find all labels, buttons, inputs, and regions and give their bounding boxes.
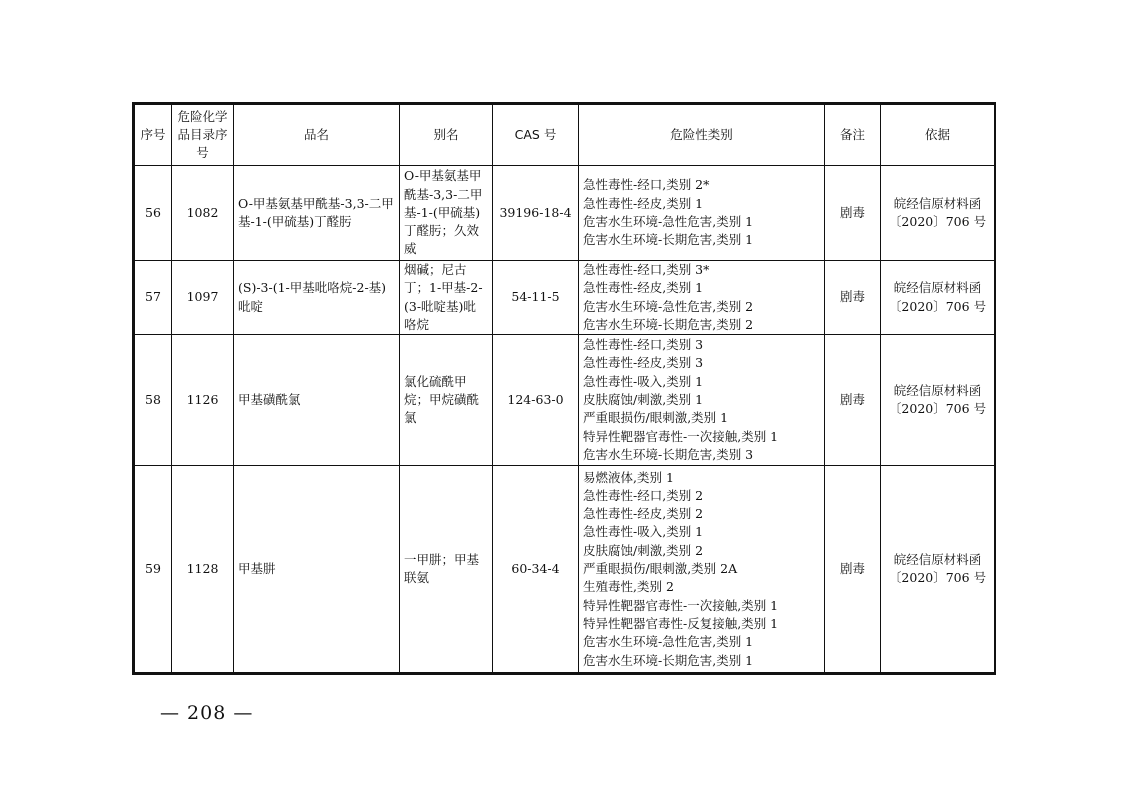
header-catalog-no: 危险化学品目录序号 <box>172 105 234 166</box>
cell-basis: 皖经信原材料函〔2020〕706 号 <box>881 335 995 466</box>
cell-name: (S)-3-(1-甲基吡咯烷-2-基)吡啶 <box>234 261 400 335</box>
hazard-item: 易燃液体,类别 1 <box>583 469 674 485</box>
header-cas: CAS 号 <box>493 105 579 166</box>
cell-alias: 氯化硫酰甲烷；甲烷磺酰氯 <box>400 335 493 466</box>
hazard-item: 危害水生环境-急性危害,类别 1 <box>583 634 754 650</box>
hazard-item: 急性毒性-吸入,类别 1 <box>583 373 704 389</box>
header-hazard: 危险性类别 <box>579 105 825 166</box>
hazard-item: 急性毒性-吸入,类别 1 <box>583 524 704 540</box>
cell-hazard <box>579 261 825 335</box>
hazard-item: 急性毒性-经口,类别 2 <box>583 487 704 503</box>
cell-cas: 54-11-5 <box>493 261 579 335</box>
hazard-item: 特异性靶器官毒性-一次接触,类别 1 <box>583 428 779 444</box>
cell-seq: 59 <box>135 466 172 673</box>
table-row <box>135 261 995 335</box>
hazard-item: 特异性靶器官毒性-一次接触,类别 1 <box>583 597 779 613</box>
cell-remark: 剧毒 <box>825 466 881 673</box>
cell-hazard <box>579 466 825 673</box>
hazard-item: 急性毒性-经口,类别 3 <box>583 337 704 353</box>
hazard-item: 皮肤腐蚀/刺激,类别 1 <box>583 392 704 408</box>
hazard-item: 急性毒性-经皮,类别 3 <box>583 355 704 371</box>
hazard-item: 危害水生环境-长期危害,类别 1 <box>583 232 754 248</box>
header-remark: 备注 <box>825 105 881 166</box>
cell-seq: 57 <box>135 261 172 335</box>
cell-catalog-no: 1126 <box>172 335 234 466</box>
header-row <box>135 105 995 166</box>
table-row <box>135 466 995 673</box>
cell-name: 甲基磺酰氯 <box>234 335 400 466</box>
cell-hazard <box>579 166 825 261</box>
hazard-item: 严重眼损伤/眼刺激,类别 2A <box>583 561 738 577</box>
cell-seq: 58 <box>135 335 172 466</box>
hazard-item: 严重眼损伤/眼刺激,类别 1 <box>583 410 729 426</box>
cell-seq: 56 <box>135 166 172 261</box>
hazardous-chemicals-table <box>132 102 996 675</box>
cell-hazard <box>579 335 825 466</box>
hazard-item: 危害水生环境-长期危害,类别 3 <box>583 446 754 462</box>
cell-catalog-no: 1082 <box>172 166 234 261</box>
hazard-item: 皮肤腐蚀/刺激,类别 2 <box>583 542 704 558</box>
cell-remark: 剧毒 <box>825 166 881 261</box>
hazard-item: 危害水生环境-长期危害,类别 1 <box>583 652 754 668</box>
page-number: — 208 — <box>160 702 254 724</box>
cell-name: O-甲基氨基甲酰基-3,3-二甲基-1-(甲硫基)丁醛肟 <box>234 166 400 261</box>
hazard-item: 危害水生环境-急性危害,类别 2 <box>583 298 754 314</box>
cell-remark: 剧毒 <box>825 335 881 466</box>
table <box>134 104 995 673</box>
hazard-item: 特异性靶器官毒性-反复接触,类别 1 <box>583 615 779 631</box>
hazard-item: 生殖毒性,类别 2 <box>583 579 674 595</box>
cell-catalog-no: 1097 <box>172 261 234 335</box>
cell-alias: 一甲肼；甲基联氨 <box>400 466 493 673</box>
cell-remark: 剧毒 <box>825 261 881 335</box>
header-seq: 序号 <box>135 105 172 166</box>
hazard-item: 急性毒性-经皮,类别 2 <box>583 506 704 522</box>
table-row <box>135 166 995 261</box>
hazard-item: 危害水生环境-长期危害,类别 2 <box>583 316 754 332</box>
cell-cas: 124-63-0 <box>493 335 579 466</box>
cell-alias: O-甲基氨基甲酰基-3,3-二甲基-1-(甲硫基)丁醛肟；久效威 <box>400 166 493 261</box>
hazard-item: 急性毒性-经皮,类别 1 <box>583 280 704 296</box>
header-alias: 别名 <box>400 105 493 166</box>
cell-basis: 皖经信原材料函〔2020〕706 号 <box>881 261 995 335</box>
table-row <box>135 335 995 466</box>
cell-basis: 皖经信原材料函〔2020〕706 号 <box>881 466 995 673</box>
cell-catalog-no: 1128 <box>172 466 234 673</box>
cell-name: 甲基肼 <box>234 466 400 673</box>
cell-cas: 60-34-4 <box>493 466 579 673</box>
hazard-item: 危害水生环境-急性危害,类别 1 <box>583 214 754 229</box>
cell-basis: 皖经信原材料函〔2020〕706 号 <box>881 166 995 261</box>
header-name: 品名 <box>234 105 400 166</box>
header-basis: 依据 <box>881 105 995 166</box>
hazard-item: 急性毒性-经口,类别 2* <box>583 177 710 193</box>
cell-cas: 39196-18-4 <box>493 166 579 261</box>
cell-alias: 烟碱；尼古丁；1-甲基-2-(3-吡啶基)吡咯烷 <box>400 261 493 335</box>
hazard-item: 急性毒性-经口,类别 3* <box>583 262 710 277</box>
hazard-item: 急性毒性-经皮,类别 1 <box>583 195 704 211</box>
